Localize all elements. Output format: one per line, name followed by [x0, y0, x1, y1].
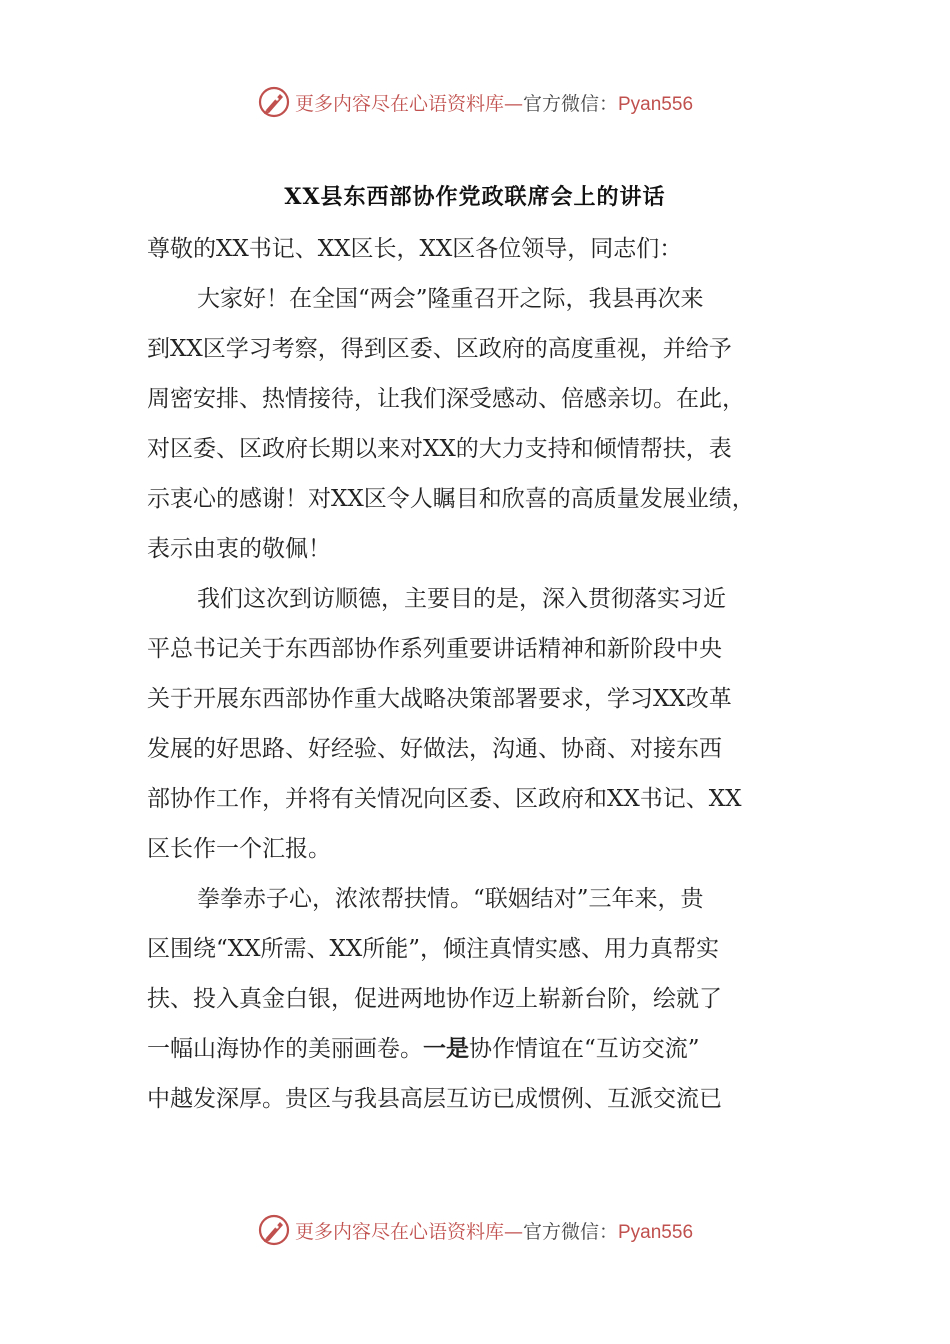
banner-text: [295, 89, 693, 116]
p1-line-6: 表示由衷的敬佩！: [147, 536, 331, 562]
banner-main: 更多内容尽在心语资料库: [294, 1220, 504, 1243]
p2-line-2: 平总书记关于东西部协作系列重要讲话精神和新阶段中央: [147, 636, 722, 662]
banner-wechat-id: Pyan556: [618, 1221, 694, 1243]
p3-line-4-bold: 一是: [423, 1035, 469, 1062]
p3-line-4-before: 一幅山海协作的美丽画卷。: [147, 1036, 423, 1062]
p3-line-2: 区围绕“XX所需、XX所能”，倾注真情实感、用力真帮实: [147, 936, 720, 962]
p3-line-4-after: 协作情谊在“互访交流”: [469, 1036, 700, 1062]
footer-banner: [0, 1210, 950, 1250]
banner-wechat-label: 官方微信：: [522, 1220, 618, 1243]
p2-line-6: 区长作一个汇报。: [147, 836, 331, 862]
p3-line-4: [147, 1024, 807, 1074]
p2-line-5: 部协作工作，并将有关情况向区委、区政府和XX书记、XX: [147, 786, 742, 812]
p2-line-3: 关于开展东西部协作重大战略决策部署要求，学习XX改革: [147, 686, 732, 712]
pen-nib-logo-icon: [257, 85, 291, 119]
p1-line-1: 大家好！在全国“两会”隆重召开之际，我县再次来: [197, 286, 704, 312]
p3-line-3: 扶、投入真金白银，促进两地协作迈上崭新台阶，绘就了: [147, 986, 722, 1012]
banner-separator: —: [503, 92, 523, 115]
banner-text: [295, 1217, 693, 1244]
p1-line-5: 示衷心的感谢！对XX区令人瞩目和欣喜的高质量发展业绩，: [147, 486, 755, 512]
p1-line-4: 对区委、区政府长期以来对XX的大力支持和倾情帮扶，表: [147, 436, 732, 462]
salutation: 尊敬的XX书记、XX区长，XX区各位领导，同志们：: [147, 236, 683, 262]
p1-line-2: 到XX区学习考察，得到区委、区政府的高度重视，并给予: [147, 336, 732, 362]
document-title: XX县东西部协作党政联席会上的讲话: [284, 184, 666, 210]
document-body: [147, 224, 807, 1124]
banner-main: 更多内容尽在心语资料库: [294, 92, 504, 115]
p2-line-4: 发展的好思路、好经验、好做法，沟通、协商、对接东西: [147, 736, 722, 762]
p3-line-1: 拳拳赤子心，浓浓帮扶情。“联姻结对”三年来，贵: [197, 886, 704, 912]
banner-separator: —: [503, 1220, 523, 1243]
banner-wechat-label: 官方微信：: [522, 92, 618, 115]
banner-wechat-id: Pyan556: [618, 93, 694, 115]
p2-line-1: 我们这次到访顺德，主要目的是，深入贯彻落实习近: [197, 586, 726, 612]
pen-nib-logo-icon: [257, 1213, 291, 1247]
header-banner: [0, 82, 950, 122]
p3-line-5: 中越发深厚。贵区与我县高层互访已成惯例、互派交流已: [147, 1086, 722, 1112]
p1-line-3: 周密安排、热情接待，让我们深受感动、倍感亲切。在此，: [147, 386, 745, 412]
